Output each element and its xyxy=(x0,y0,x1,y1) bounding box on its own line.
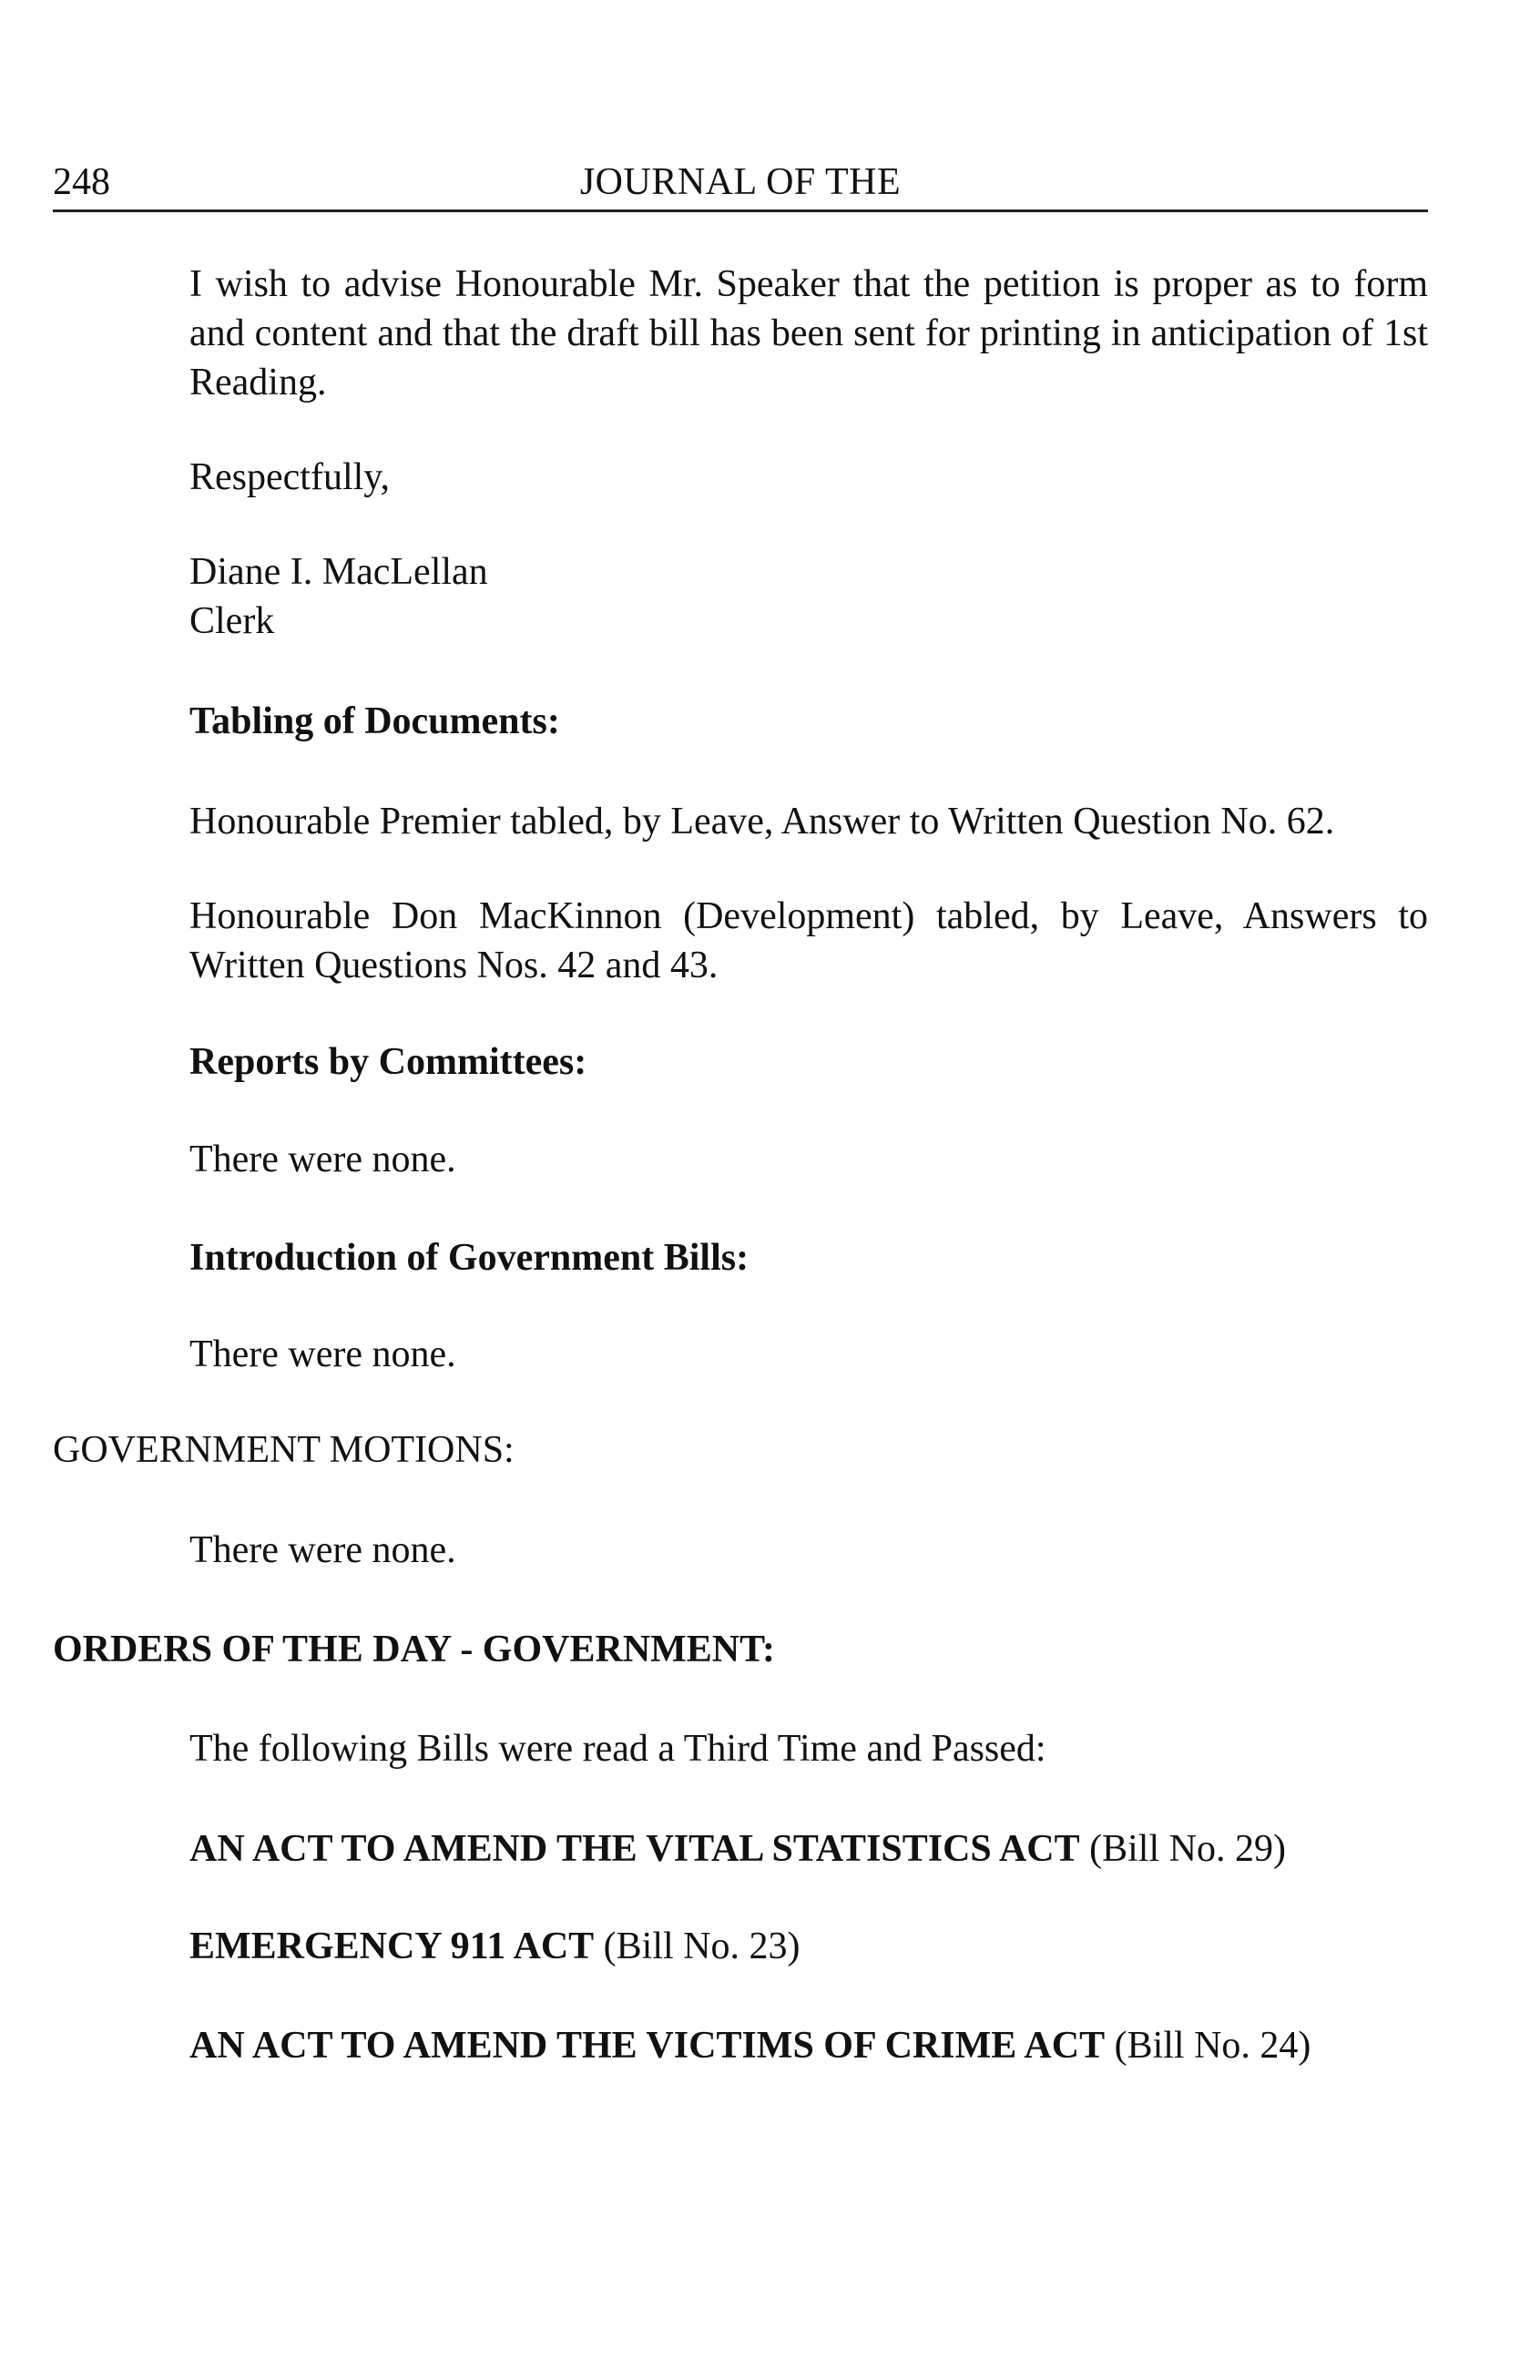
government-bills-text: There were none. xyxy=(189,1333,456,1375)
bill-title: EMERGENCY 911 ACT xyxy=(189,1925,595,1967)
section-heading-orders-of-the-day: ORDERS OF THE DAY - GOVERNMENT: xyxy=(53,1629,776,1670)
bill-entry xyxy=(189,2021,1311,2070)
government-motions-text: There were none. xyxy=(189,1529,456,1571)
orders-intro: The following Bills were read a Third Time and Passed: xyxy=(189,1728,1046,1770)
letter-body: I wish to advise Honourable Mr. Speaker that the petition is proper as to form and content and that the draft bill has been sent for printing in anticipation of 1st Reading. xyxy=(189,263,1428,403)
bill-title: AN ACT TO AMEND THE VICTIMS OF CRIME ACT xyxy=(189,2025,1106,2067)
section-heading-government-bills: Introduction of Government Bills: xyxy=(189,1237,750,1279)
letter-closing: Respectfully, xyxy=(189,456,391,498)
section-heading-committees: Reports by Committees: xyxy=(189,1041,587,1083)
section-heading-government-motions: GOVERNMENT MOTIONS: xyxy=(53,1429,515,1471)
section-heading-tabling: Tabling of Documents: xyxy=(189,700,560,742)
page-number: 248 xyxy=(53,161,110,203)
running-head: JOURNAL OF THE xyxy=(579,161,902,203)
committees-text: There were none. xyxy=(189,1139,456,1180)
bill-number: (Bill No. 23) xyxy=(603,1925,801,1967)
tabling-item: Honourable Premier tabled, by Leave, Answer to Written Question No. 62. xyxy=(189,801,1335,843)
bill-number: (Bill No. 24) xyxy=(1114,2025,1311,2067)
tabling-item: Honourable Don MacKinnon (Development) tabled, by Leave, Answers to Written Questions Nos. 42 and 43. xyxy=(189,895,1428,986)
bill-number: (Bill No. 29) xyxy=(1089,1828,1286,1870)
page-header xyxy=(53,155,1428,212)
bill-title: AN ACT TO AMEND THE VITAL STATISTICS ACT xyxy=(189,1828,1080,1870)
signatory-title: Clerk xyxy=(189,600,275,642)
bill-entry xyxy=(189,1824,1286,1874)
bill-entry xyxy=(189,1922,801,1971)
signatory-name: Diane I. MacLellan xyxy=(189,551,488,593)
